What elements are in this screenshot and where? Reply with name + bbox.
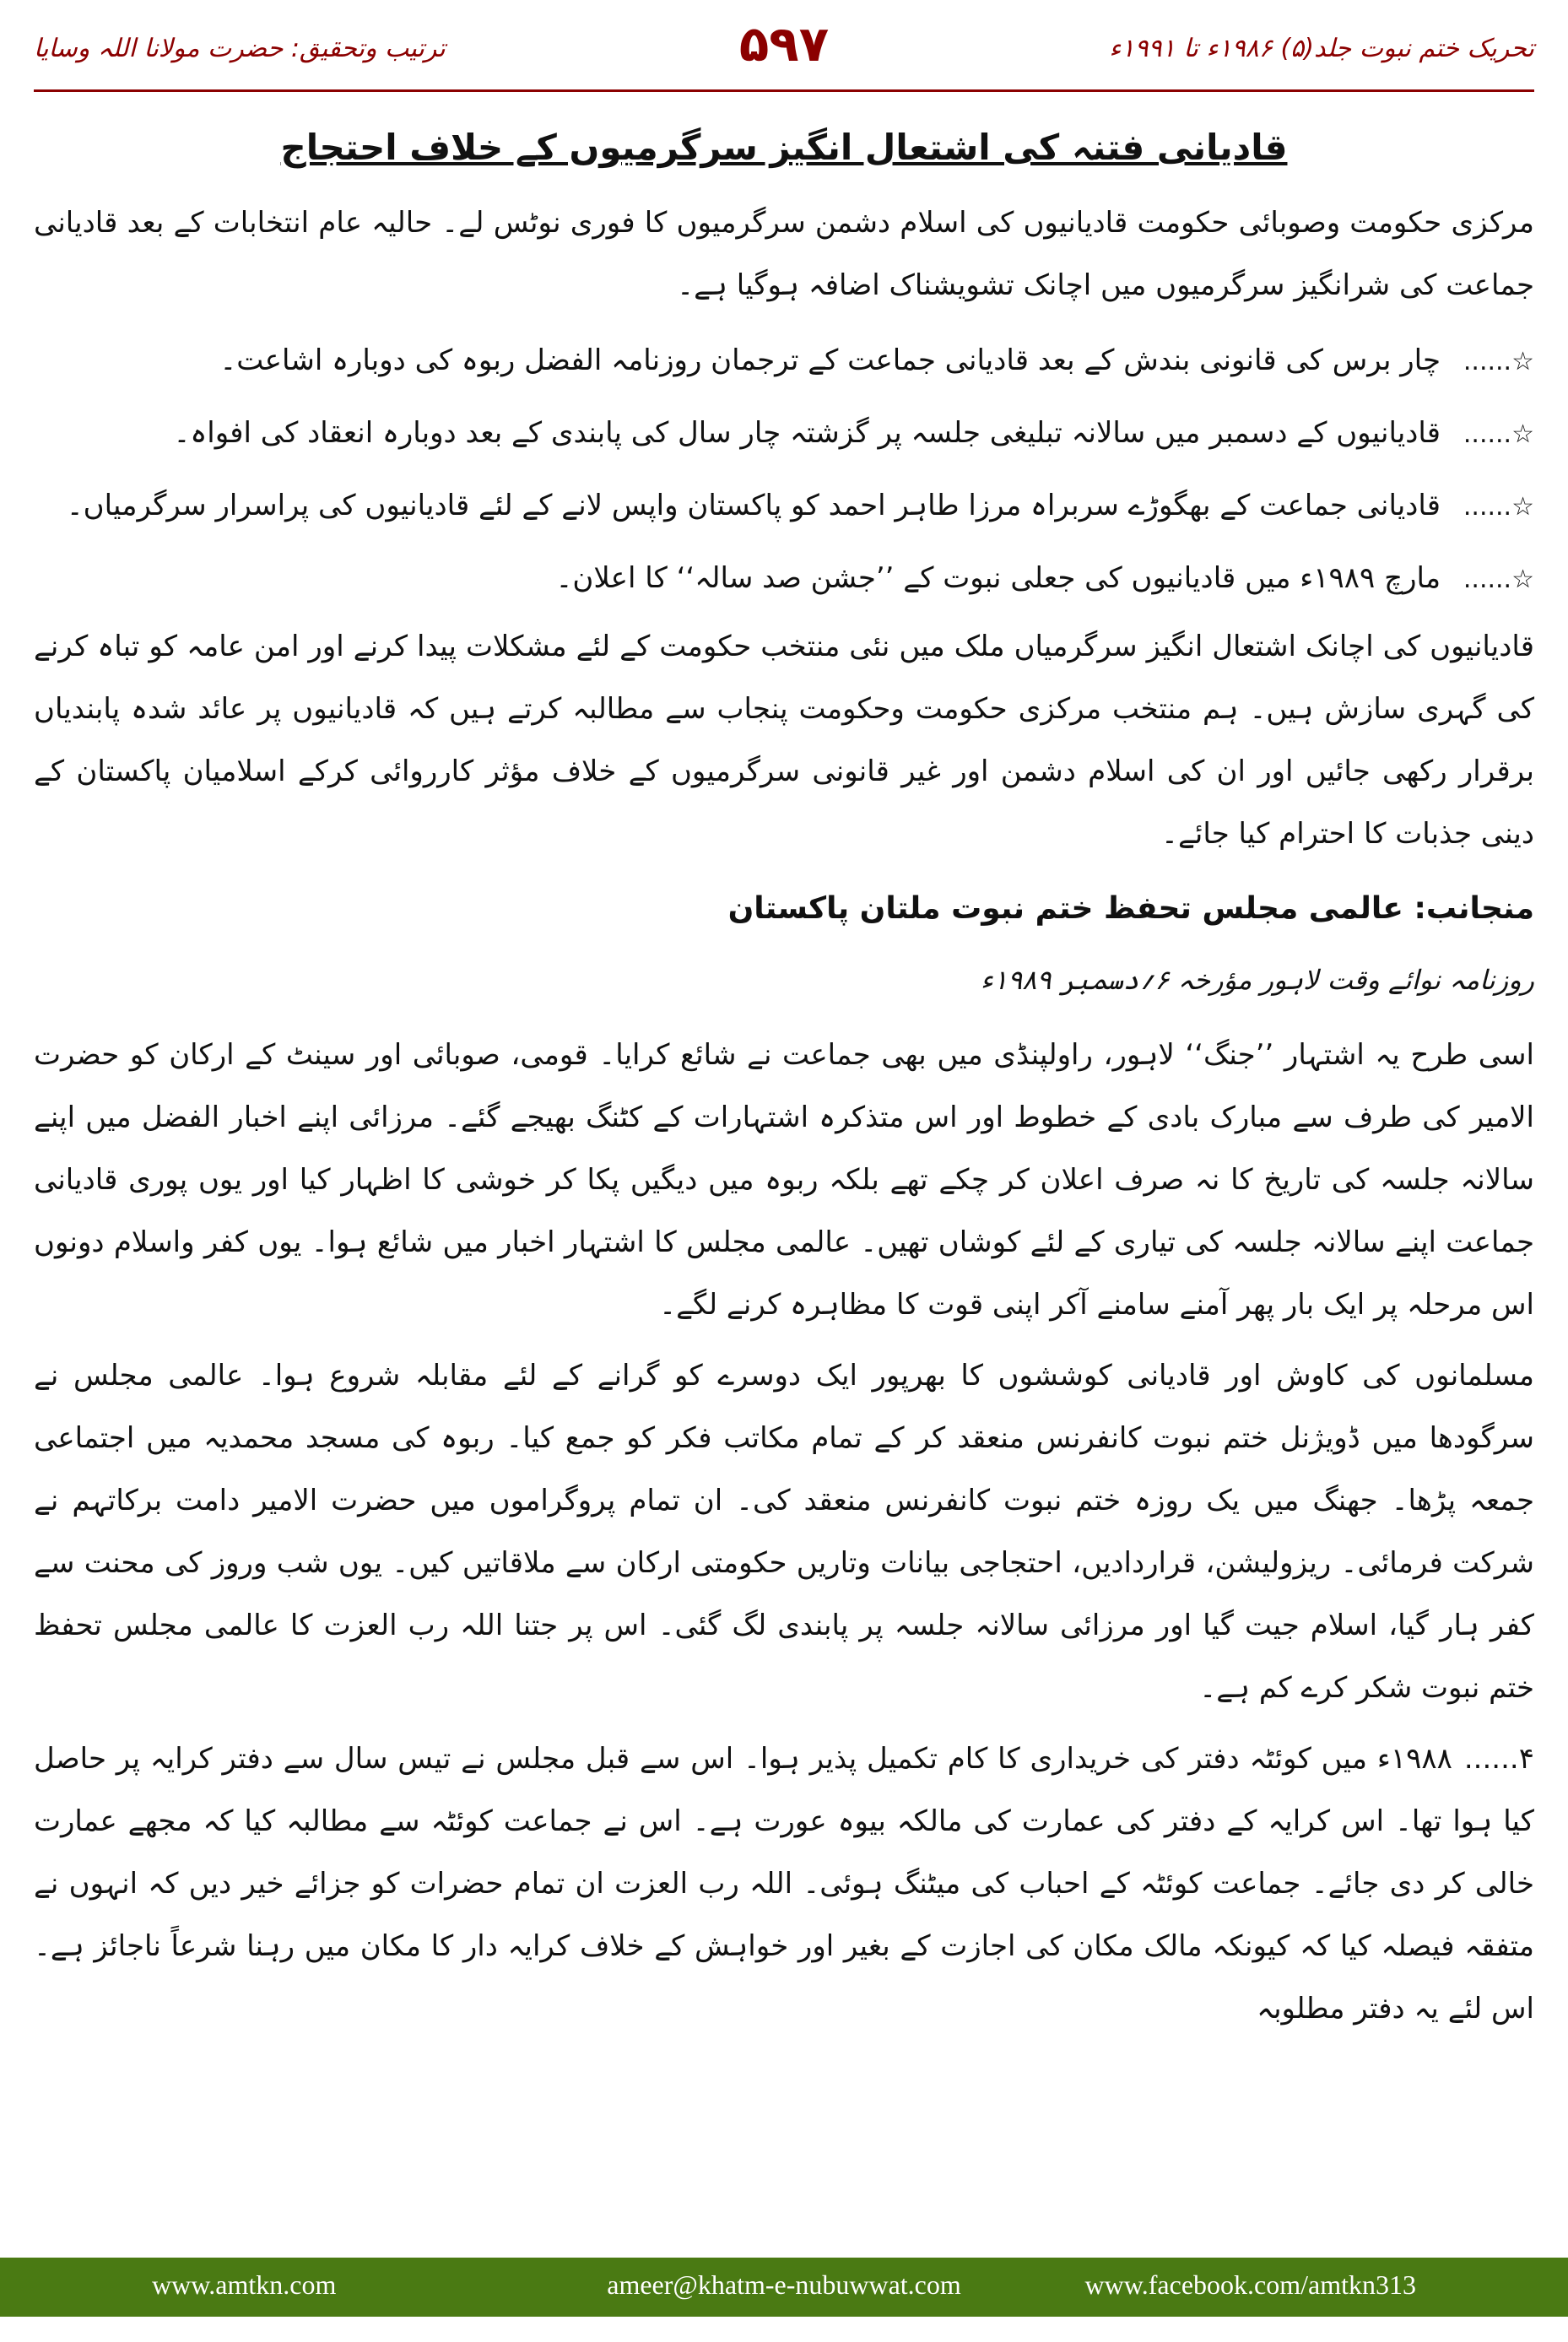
list-item-text: مارچ ۱۹۸۹ء میں قادیانیوں کی جعلی نبوت کے ’’جشن صد سالہ‘‘ کا اعلان۔ xyxy=(555,561,1441,595)
email-link[interactable]: ameer@khatm-e-nubuwwat.com xyxy=(607,2269,961,2300)
article-title: قادیانی فتنہ کی اشتعال انگیز سرگرمیوں کے خلاف احتجاج xyxy=(280,127,1288,168)
conclusion-paragraph: قادیانیوں کی اچانک اشتعال انگیز سرگرمیاں ملک میں نئی منتخب حکومت کے لئے مشکلات پیدا کرنے اور امن عامہ کو تباہ کرنے کی گہری سازش ہیں۔ ہم منتخب مرکزی حکومت وحکومت پنجاب سے مطالبہ کرتے ہیں کہ قادیانیوں پر عائد شدہ پابندیاں برقرار رکھی جائیں اور ان کی اسلام دشمن اور غیر قانونی سرگرمیوں کے خلاف مؤثر کارروائی کرکے اسلامیان پاکستان کے دینی جذبات کا احترام کیا جائے۔ xyxy=(34,630,1534,851)
list-item xyxy=(34,543,1534,615)
list-item-text: قادیانی جماعت کے بھگوڑے سربراہ مرزا طاہر احمد کو پاکستان واپس لانے کے لئے قادیانیوں کی پراسرار سرگرمیاں۔ xyxy=(66,489,1441,522)
paragraph-number: ۴...... xyxy=(1463,1742,1534,1776)
book-title: تحریک ختم نبوت جلد(۵) ۱۹۸۶ء تا ۱۹۹۱ء xyxy=(1109,34,1534,63)
header-divider xyxy=(34,89,1534,92)
numbered-paragraph xyxy=(34,1728,1534,2040)
source-citation: روزنامہ نوائے وقت لاہور مؤرخہ ۶؍دسمبر ۱۹۸۹ء xyxy=(980,964,1534,996)
paragraph-text: ۱۹۸۸ء میں کوئٹہ دفتر کی خریداری کا کام تکمیل پذیر ہوا۔ اس سے قبل مجلس نے تیس سال سے دفتر کرایہ پر حاصل کیا ہوا تھا۔ اس کرایہ کے دفتر کی عمارت کی مالکہ بیوہ عورت ہے۔ اس نے جماعت کوئٹہ سے مطالبہ کیا کہ مجھے عمارت خالی کر دی جائے۔ جماعت کوئٹہ کے احباب کی میٹنگ ہوئی۔ اللہ رب العزت ان تمام حضرات کو جزائے خیر دیں کہ انہوں نے متفقہ فیصلہ کیا کہ کیونکہ مالک مکان کی اجازت کے بغیر اور خواہش کے خلاف کرایہ دار کا مکان میں رہنا شرعاً ناجائز ہے۔ اس لئے یہ دفتر مطلوبہ xyxy=(34,1742,1534,2026)
compiler-credit: ترتیب وتحقیق: حضرت مولانا اللہ وسایا xyxy=(34,34,446,63)
facebook-link[interactable]: www.facebook.com/amtkn313 xyxy=(1084,2269,1416,2300)
list-item-text: چار برس کی قانونی بندش کے بعد قادیانی جماعت کے ترجمان روزنامہ الفضل ربوہ کی دوبارہ اشاعت۔ xyxy=(219,343,1441,377)
signature: منجانب: عالمی مجلس تحفظ ختم نبوت ملتان پاکستان xyxy=(727,891,1534,926)
list-item xyxy=(34,325,1534,398)
intro-paragraph: مرکزی حکومت وصوبائی حکومت قادیانیوں کی اسلام دشمن سرگرمیوں کا فوری نوٹس لے۔ حالیہ عام انتخابات کے بعد قادیانی جماعت کی شرانگیز سرگرمیوں میں اچانک تشویشناک اضافہ ہوگیا ہے۔ xyxy=(34,206,1534,302)
list-item-text: قادیانیوں کے دسمبر میں سالانہ تبلیغی جلسہ پر گزشتہ چار سال کی پابندی کے بعد دوبارہ انعقاد کی افواہ۔ xyxy=(173,416,1441,450)
page-header xyxy=(34,15,1534,95)
list-item xyxy=(34,398,1534,470)
star-icon: ☆...... xyxy=(1463,492,1534,522)
page-number: ۵۹۷ xyxy=(738,15,830,73)
list-item xyxy=(34,470,1534,543)
page-footer xyxy=(0,2258,1568,2317)
star-icon: ☆...... xyxy=(1463,565,1534,594)
body-paragraph: اسی طرح یہ اشتہار ’’جنگ‘‘ لاہور، راولپنڈی میں بھی جماعت نے شائع کرایا۔ قومی، صوبائی اور سینٹ کے ارکان کو حضرت الامیر کی طرف سے مبارک بادی کے خطوط اور اس متذکرہ اشتہارات کے کٹنگ بھیجے گئے۔ مرزائی اپنے اخبار الفضل میں اپنے سالانہ جلسہ کی تاریخ کا نہ صرف اعلان کر چکے تھے بلکہ ربوہ میں دیگیں پکا کر خوشی کا اظہار کیا اور یوں پوری قادیانی جماعت اپنے سالانہ جلسہ کی تیاری کے لئے کوشاں تھیں۔ عالمی مجلس کا اشتہار اخبار میں شائع ہوا۔ یوں کفر واسلام دونوں اس مرحلہ پر ایک بار پھر آمنے سامنے آکر اپنی قوت کا مظاہرہ کرنے لگے۔ xyxy=(34,1038,1534,1322)
body-paragraph: مسلمانوں کی کاوش اور قادیانی کوششوں کا بھرپور ایک دوسرے کو گرانے کے لئے مقابلہ شروع ہوا۔ عالمی مجلس نے سرگودھا میں ڈویژنل ختم نبوت کانفرنس منعقد کر کے تمام مکاتب فکر کو جمع کیا۔ ربوہ کی مسجد محمدیہ میں اجتماعی جمعہ پڑھا۔ جھنگ میں یک روزہ ختم نبوت کانفرنس منعقد کی۔ ان تمام پروگراموں میں حضرت الامیر دامت برکاتہم نے شرکت فرمائی۔ ریزولیشن، قراردادیں، احتجاجی بیانات وتاریں حکومتی ارکان سے ملاقاتیں کیں۔ یوں شب وروز کی محنت سے کفر ہار گیا، اسلام جیت گیا اور مرزائی سالانہ جلسہ پر پابندی لگ گئی۔ اس پر جتنا اللہ رب العزت کا عالمی مجلس تحفظ ختم نبوت شکر کرے کم ہے۔ xyxy=(34,1359,1534,1705)
page-content xyxy=(34,127,1534,2048)
star-icon: ☆...... xyxy=(1463,419,1534,449)
star-icon: ☆...... xyxy=(1463,347,1534,376)
website-link[interactable]: www.amtkn.com xyxy=(152,2269,337,2300)
